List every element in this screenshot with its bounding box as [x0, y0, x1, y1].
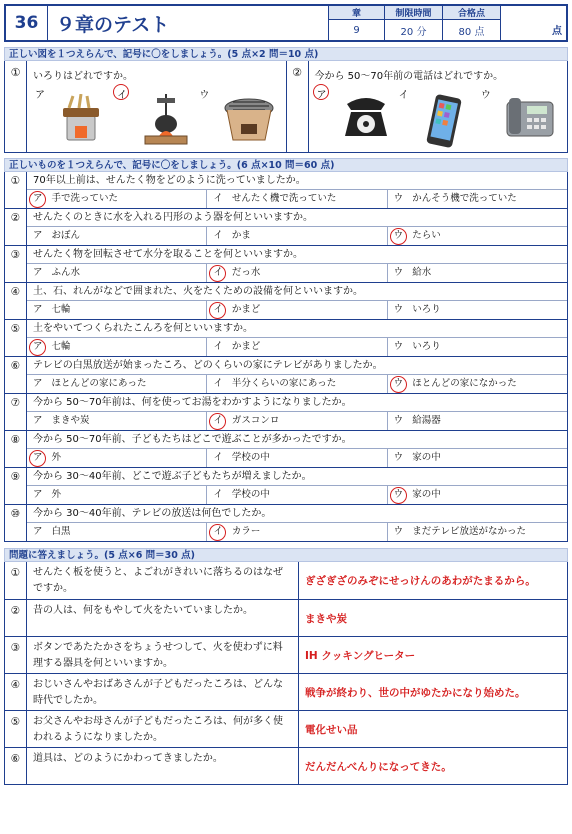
section2-question: [4, 172, 568, 209]
option-text: おぼん: [51, 230, 81, 241]
question-text: お父さんやお母さんが子どもだったころは、何が多く使われるようになりましたか。: [27, 711, 299, 747]
section1-title: 正しい図を１つえらんで、記号に〇をしましょう。(5 点×2 問＝10 点): [4, 47, 568, 61]
question-text: 今から 50～70年前の電話はどれですか。: [314, 71, 504, 82]
question-number: ①: [5, 172, 27, 208]
answer-text[interactable]: まきや炭: [305, 612, 347, 625]
answer-option[interactable]: [387, 523, 567, 541]
answer-option[interactable]: [387, 449, 567, 467]
question-number: ⑨: [5, 468, 27, 504]
smartphone-icon: [423, 94, 463, 148]
option-text: ほとんどの家になかった: [412, 378, 517, 389]
option-text: 家の中: [412, 452, 441, 463]
option-a[interactable]: [315, 86, 397, 148]
worksheet-header: [4, 4, 568, 42]
sumi-stove-icon: [59, 94, 103, 142]
answer-option[interactable]: [387, 486, 567, 504]
answer-option[interactable]: [387, 301, 567, 319]
option-mark: ウ: [393, 415, 404, 426]
answer-option[interactable]: [206, 301, 386, 319]
option-text: まだテレビ放送がなかった: [412, 526, 527, 537]
option-mark: ウ: [393, 452, 404, 463]
section3-question: [5, 562, 567, 599]
option-mark: ア: [33, 526, 43, 537]
section3-title: 問題に答えましょう。(5 点×6 問＝30 点): [4, 548, 568, 562]
option-mark: ウ: [199, 90, 210, 101]
worksheet: [4, 4, 568, 785]
question-text: 土をやいてつくられたこんろを何といいますか。: [27, 320, 567, 338]
answer-options: [27, 301, 567, 319]
question-text: 今から 50～70年前、子どもたちはどこで遊ぶことが多かったですか。: [27, 431, 567, 449]
pass-cell: [442, 6, 500, 40]
question-number: ①: [5, 61, 27, 152]
answer-option[interactable]: [206, 449, 386, 467]
answer-option[interactable]: [27, 412, 206, 430]
option-mark: ア: [33, 230, 43, 241]
chapter-value: 9: [353, 24, 360, 36]
option-mark: イ: [213, 267, 223, 278]
question-number: ⑦: [5, 394, 27, 430]
answer-option[interactable]: [27, 375, 206, 393]
time-value: 20 分: [400, 26, 427, 38]
option-mark: ウ: [393, 193, 404, 204]
question-text: せんたく板を使うと、よごれがきれいに落ちるのはなぜですか。: [27, 562, 299, 599]
option-text: 給湯器: [412, 415, 441, 426]
option-text: 手で洗っていた: [51, 193, 119, 204]
question-number: ⑥: [5, 748, 27, 784]
option-text: 外: [51, 452, 62, 463]
rotary-phone-icon: [341, 94, 391, 140]
option-mark: ウ: [393, 489, 404, 500]
section2-question: [4, 246, 568, 283]
option-text: ガスコンロ: [231, 415, 280, 426]
question-number: ⑤: [5, 320, 27, 356]
section2-question: [4, 283, 568, 320]
section2-question: [4, 505, 568, 542]
answer-option[interactable]: [387, 338, 567, 356]
question-text: テレビの白黒放送が始まったころ、どのくらいの家にテレビがありましたか。: [27, 357, 567, 375]
option-mark: ウ: [393, 304, 404, 315]
option-mark: イ: [213, 193, 223, 204]
option-text: 半分くらいの家にあった: [231, 378, 337, 389]
irori-hearth-icon: [141, 94, 191, 146]
section3-question: [5, 636, 567, 673]
section1-question-2: [309, 61, 568, 152]
answer-option[interactable]: [206, 486, 386, 504]
question-text: 昔の人は、何をもやして火をたいていましたか。: [27, 600, 299, 636]
question-number: ①: [5, 562, 27, 599]
answer-text[interactable]: IH クッキングヒーター: [305, 649, 416, 662]
answer-option[interactable]: [206, 227, 386, 245]
question-text: いろりはどれですか。: [33, 71, 133, 82]
option-text: まきや炭: [51, 415, 90, 426]
option-mark: イ: [213, 230, 223, 241]
question-text: ボタンであたたかさをちょうせつして、火を使わずに料理する器具を何といいますか。: [27, 637, 299, 673]
question-number: ②: [5, 209, 27, 245]
question-number: ④: [5, 283, 27, 319]
option-text: いろり: [412, 304, 441, 315]
option-b[interactable]: [397, 86, 479, 148]
option-text: 七輪: [51, 304, 71, 315]
answer-option[interactable]: [27, 449, 206, 467]
answer-option[interactable]: [206, 190, 386, 208]
option-text: 給水: [412, 267, 432, 278]
answer-options: [27, 486, 567, 504]
section3-question: [5, 599, 567, 636]
section2-question: [4, 468, 568, 505]
chapter-label: 章: [329, 6, 384, 20]
option-mark: イ: [117, 86, 127, 101]
option-mark: ア: [33, 415, 43, 426]
option-mark: ア: [33, 304, 43, 315]
option-mark: ウ: [393, 267, 404, 278]
shichirin-grill-icon: [223, 94, 275, 144]
question-text: 今から 30～40年前、どこで遊ぶ子どもたちが増えましたか。: [27, 468, 567, 486]
answer-text[interactable]: 戦争が終わり、世の中がゆたかになり始めた。: [305, 686, 526, 699]
question-number: ⑤: [5, 711, 27, 747]
question-number: ②: [287, 61, 309, 152]
option-text: だっ水: [231, 267, 261, 278]
answer-option[interactable]: [206, 375, 386, 393]
question-number: ⑥: [5, 357, 27, 393]
answer-text[interactable]: 電化せい品: [305, 723, 358, 736]
answer-option[interactable]: [27, 190, 206, 208]
answer-option[interactable]: [206, 412, 386, 430]
question-text: せんたくのときに水を入れる円形のよう器を何といいますか。: [27, 209, 567, 227]
option-mark: イ: [213, 378, 223, 389]
answer-option[interactable]: [27, 264, 206, 282]
pass-value: 80 点: [458, 26, 485, 38]
office-phone-icon: [505, 94, 555, 140]
answer-option[interactable]: [206, 338, 386, 356]
answer-options: [27, 338, 567, 356]
question-number: ③: [5, 246, 27, 282]
section1-row: [4, 61, 568, 153]
question-text: 今から 50～70年前は、何を使ってお湯をわかすようになりましたか。: [27, 394, 567, 412]
answer-option[interactable]: [206, 523, 386, 541]
option-text: 七輪: [51, 341, 71, 352]
option-mark: ウ: [393, 341, 404, 352]
option-text: かまど: [231, 341, 261, 352]
option-c[interactable]: [479, 86, 561, 148]
answer-option[interactable]: [387, 264, 567, 282]
option-mark: イ: [213, 304, 223, 315]
answer-option[interactable]: [27, 523, 206, 541]
section3-question: [5, 710, 567, 747]
chapter-cell: [328, 6, 384, 40]
option-mark: イ: [213, 415, 223, 426]
answer-option[interactable]: [27, 301, 206, 319]
answer-option[interactable]: [387, 190, 567, 208]
question-text: 今から 30～40年前、テレビの放送は何色でしたか。: [27, 505, 567, 523]
option-mark: ア: [33, 452, 43, 463]
score-unit: 点: [552, 26, 562, 37]
option-mark: ア: [33, 341, 43, 352]
worksheet-number: 36: [6, 6, 48, 40]
option-text: 学校の中: [231, 489, 270, 500]
option-c[interactable]: [197, 86, 279, 148]
answer-options: [27, 449, 567, 467]
answer-text[interactable]: ぎざぎざのみぞにせっけんのあわがたまるから。: [305, 575, 536, 587]
question-number: ⑩: [5, 505, 27, 541]
time-label: 制限時間: [385, 6, 442, 20]
question-text: 70年以上前は、せんたく物をどのように洗っていましたか。: [27, 172, 567, 190]
answer-option[interactable]: [387, 227, 567, 245]
option-text: いろり: [412, 341, 441, 352]
option-text: ほとんどの家にあった: [51, 378, 147, 389]
time-cell: [384, 6, 442, 40]
section2-question: [4, 394, 568, 431]
question-text: せんたく物を回転させて水分を取ることを何といいますか。: [27, 246, 567, 264]
section2-title: 正しいものを１つえらんで、記号に〇をしましょう。(6 点×10 問＝60 点): [4, 158, 568, 172]
answer-options: [27, 523, 567, 541]
option-mark: イ: [213, 489, 223, 500]
question-number: ②: [5, 600, 27, 636]
question-number: ⑧: [5, 431, 27, 467]
option-mark: ウ: [480, 90, 491, 101]
option-text: 学校の中: [231, 452, 270, 463]
answer-option[interactable]: [206, 264, 386, 282]
option-mark: ウ: [393, 526, 404, 537]
option-mark: ア: [35, 90, 45, 101]
option-text: かまど: [231, 304, 261, 315]
question-text: 道具は、どのようにかわってきましたか。: [27, 748, 299, 784]
answer-option[interactable]: [387, 412, 567, 430]
answer-text[interactable]: だんだんべんりになってきた。: [305, 760, 452, 773]
option-text: たらい: [412, 230, 441, 241]
answer-options: [27, 375, 567, 393]
answer-options: [27, 412, 567, 430]
option-text: せんたく機で洗っていた: [231, 193, 337, 204]
answer-option[interactable]: [27, 227, 206, 245]
question-text: おじいさんやおばあさんが子どもだったころは、どんな時代でしたか。: [27, 674, 299, 710]
option-text: 家の中: [412, 489, 441, 500]
section2-question: [4, 357, 568, 394]
option-mark: ウ: [393, 378, 404, 389]
section1-question-1: [27, 61, 287, 152]
answer-option[interactable]: [387, 375, 567, 393]
option-a[interactable]: [33, 86, 115, 148]
option-mark: ア: [33, 267, 43, 278]
option-mark: イ: [213, 452, 223, 463]
option-mark: イ: [213, 341, 223, 352]
answer-option[interactable]: [27, 486, 206, 504]
score-box[interactable]: [500, 6, 566, 40]
answer-option[interactable]: [27, 338, 206, 356]
option-mark: ア: [33, 193, 43, 204]
question-number: ③: [5, 637, 27, 673]
pass-label: 合格点: [443, 6, 500, 20]
option-mark: イ: [213, 526, 223, 537]
section3-question: [5, 673, 567, 710]
option-text: カラー: [231, 526, 261, 537]
option-mark: イ: [398, 90, 409, 101]
option-text: 外: [51, 489, 62, 500]
section3-question: [5, 747, 567, 784]
option-text: かま: [231, 230, 251, 241]
answer-options: [27, 264, 567, 282]
option-mark: ウ: [393, 230, 404, 241]
worksheet-title: ９章のテスト: [56, 13, 170, 36]
option-text: ふん水: [51, 267, 81, 278]
section2-question: [4, 209, 568, 246]
question-text: 土、石、れんがなどで囲まれた、火をたくための設備を何といいますか。: [27, 283, 567, 301]
answer-options: [27, 190, 567, 208]
option-b[interactable]: [115, 86, 197, 148]
question-number: ④: [5, 674, 27, 710]
section2-question: [4, 320, 568, 357]
option-mark: ア: [33, 378, 43, 389]
option-mark: ア: [317, 86, 327, 101]
section3-list: [4, 562, 568, 785]
section2-list: [4, 172, 568, 542]
option-text: 白黒: [51, 526, 71, 537]
section2-question: [4, 431, 568, 468]
answer-options: [27, 227, 567, 245]
option-mark: ア: [33, 489, 43, 500]
option-text: かんそう機で洗っていた: [412, 193, 517, 204]
